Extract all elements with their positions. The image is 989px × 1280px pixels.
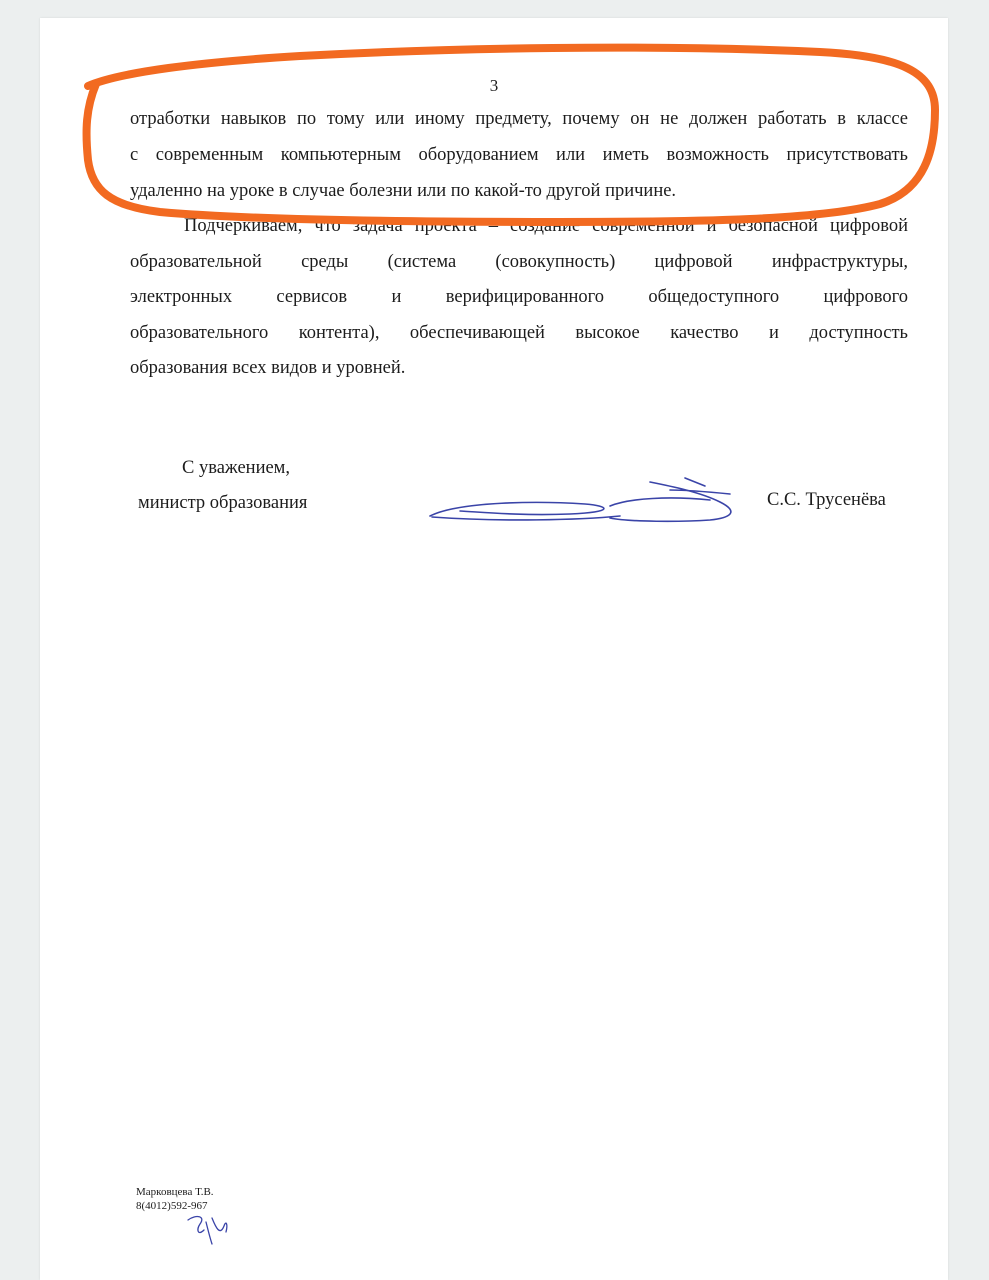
document-page bbox=[40, 18, 948, 1280]
handwritten-initials bbox=[180, 1208, 235, 1253]
paragraph-2-line-4: образовательного контента), обеспечивающей высокое качество и доступность bbox=[130, 323, 908, 343]
closing-greeting: С уважением, bbox=[182, 458, 291, 478]
closing-position: министр образования bbox=[138, 493, 308, 513]
page-number: 3 bbox=[489, 76, 499, 95]
paragraph-2-line-2: образовательной среды (система (совокупность) цифровой инфраструктуры, bbox=[130, 252, 908, 272]
paragraph-2-line-1: Подчеркиваем, что задача проекта – создание современной и безопасной цифровой bbox=[184, 216, 908, 236]
paragraph-1-line-2: с современным компьютерным оборудованием или иметь возможность присутствовать bbox=[130, 145, 908, 165]
paragraph-1-line-3: удаленно на уроке в случае болезни или по какой-то другой причине. bbox=[130, 181, 677, 201]
signer-name: С.С. Трусенёва bbox=[767, 490, 886, 510]
paragraph-1-line-1: отработки навыков по тому или иному предмету, почему он не должен работать в классе bbox=[130, 109, 908, 129]
author-phone: 8(4012)592-967 bbox=[136, 1200, 208, 1212]
paragraph-2-line-5: образования всех видов и уровней. bbox=[130, 358, 406, 378]
author-name: Марковцева Т.В. bbox=[136, 1186, 214, 1198]
paragraph-2-line-3: электронных сервисов и верифицированного общедоступного цифрового bbox=[130, 287, 908, 307]
handwritten-signature bbox=[420, 456, 750, 526]
